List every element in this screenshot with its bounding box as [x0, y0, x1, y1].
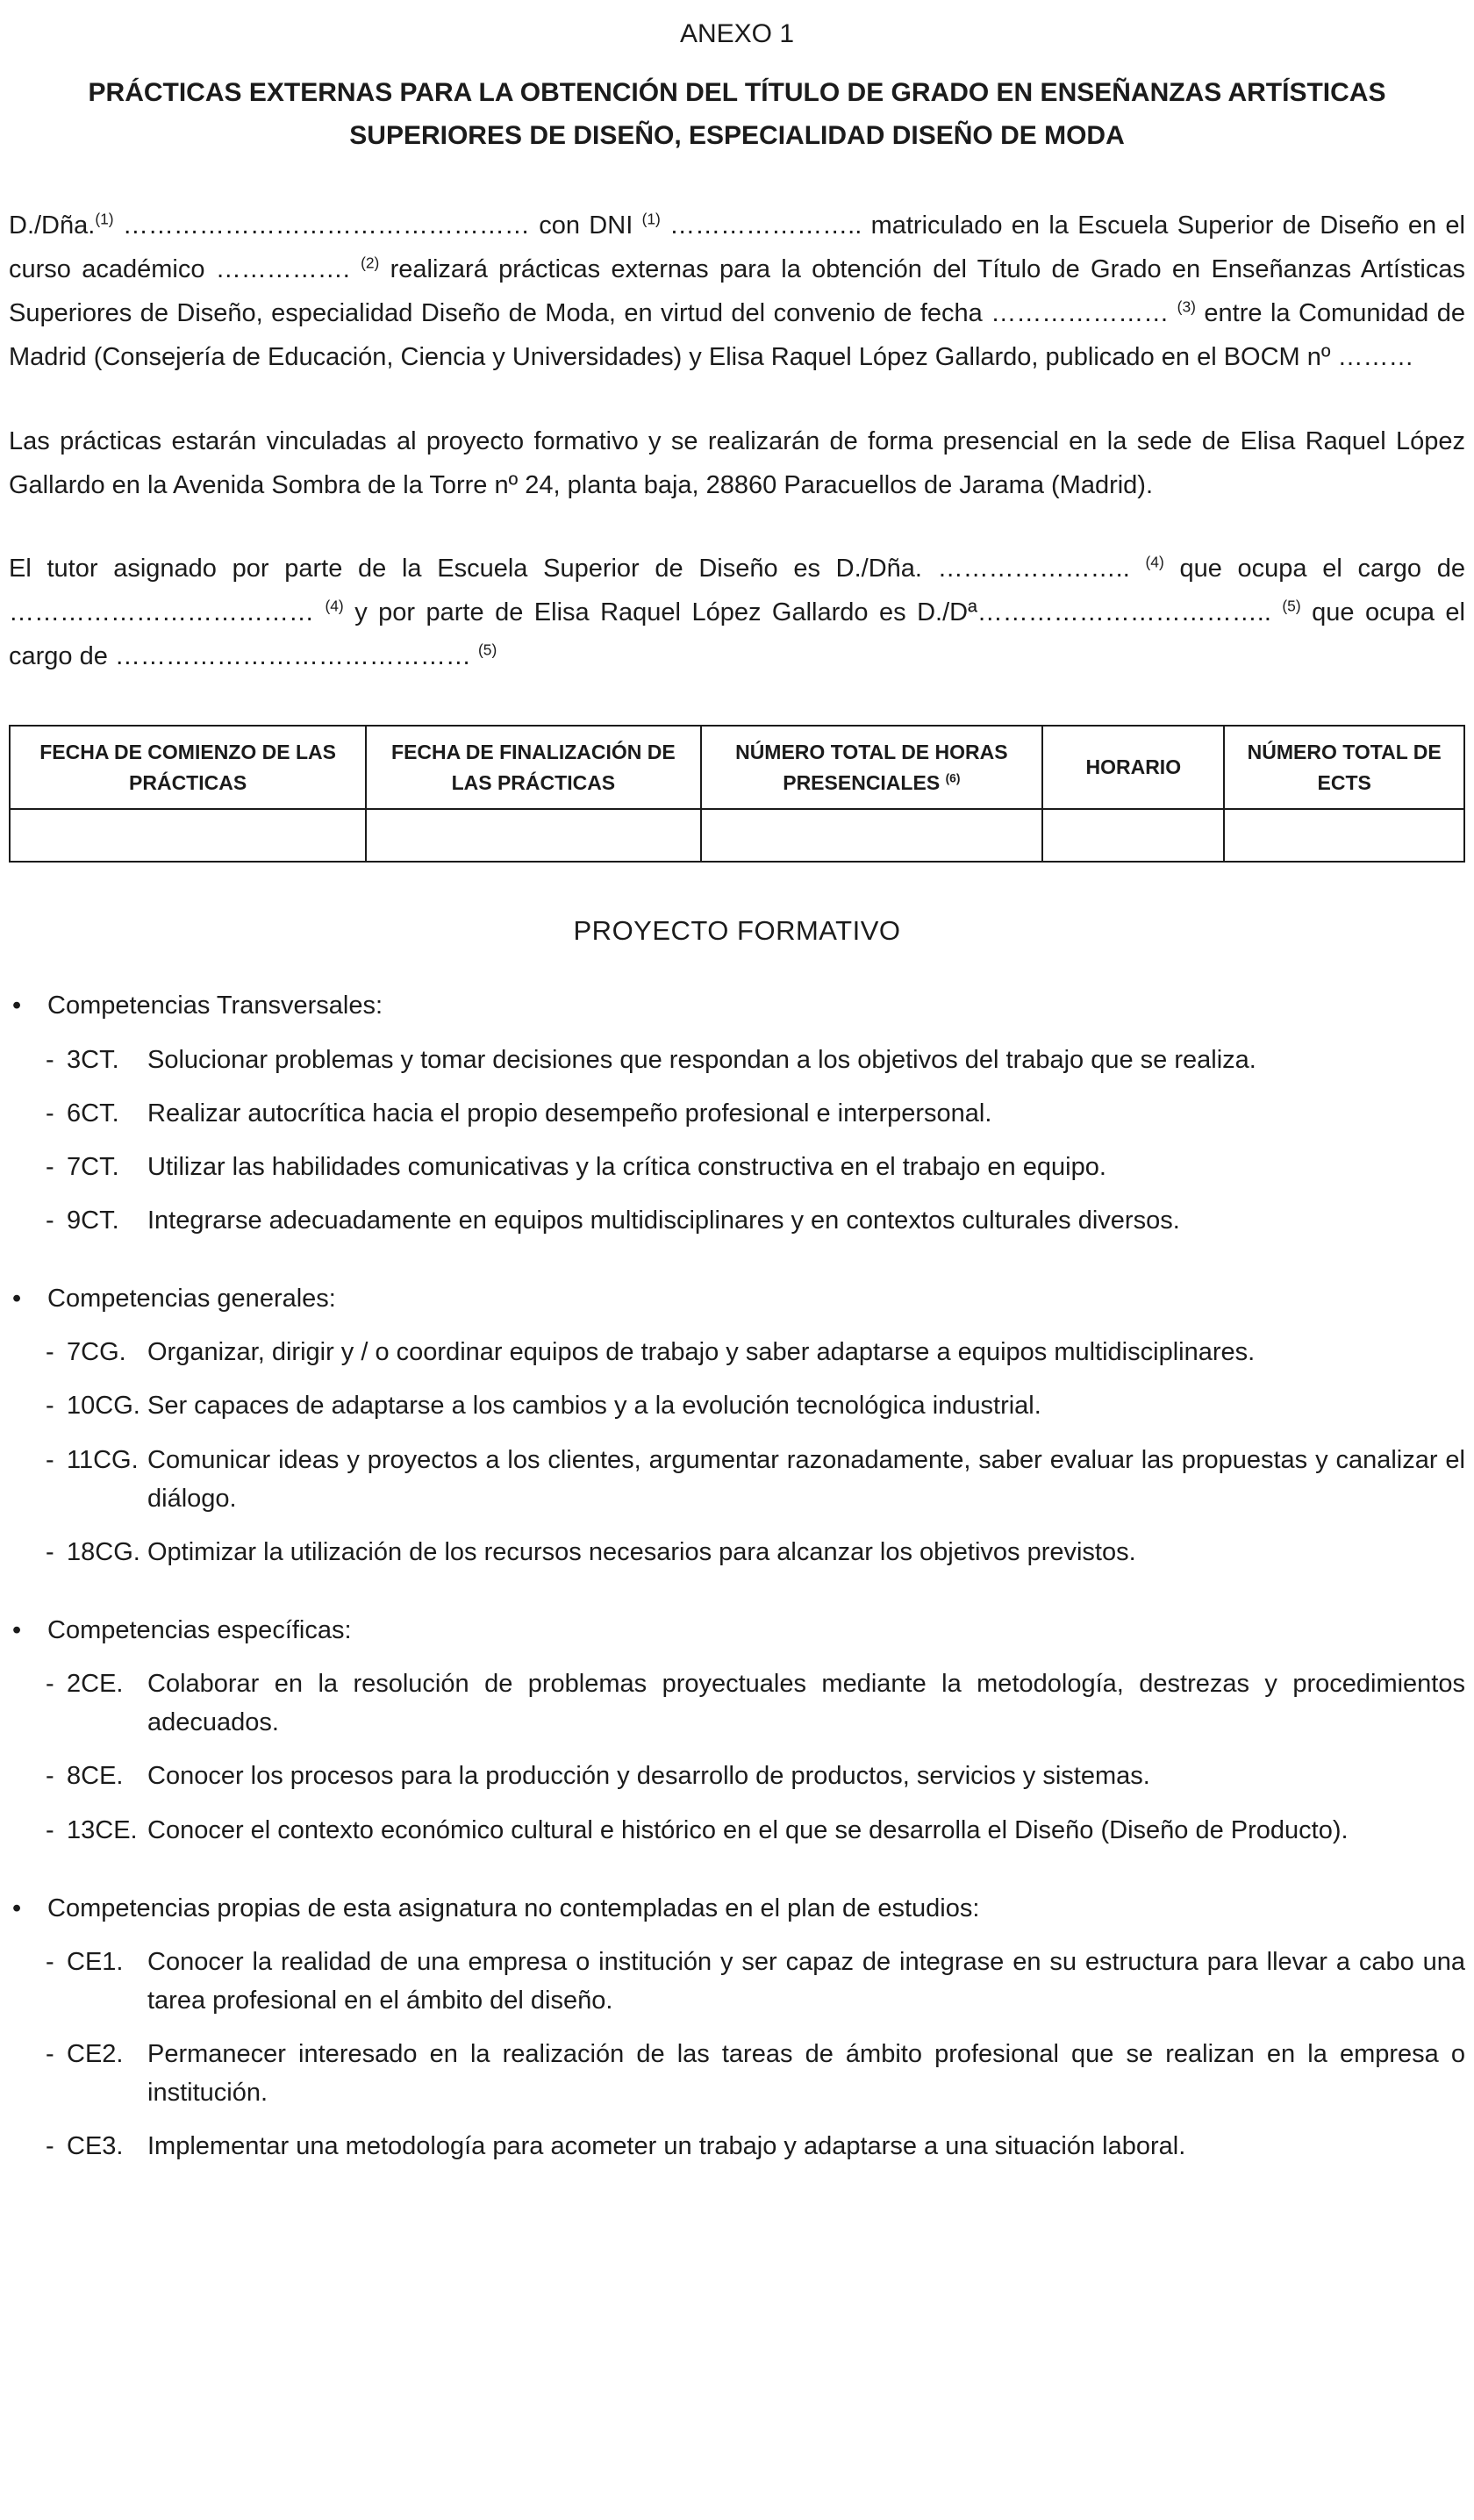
intro-text: ………………….. matriculado en la Escuela Superior de Diseño en el curso académico ……………. [9, 211, 1465, 284]
footnote-ref-6: (6) [945, 770, 961, 784]
competency-description: Optimizar la utilización de los recursos necesarios para alcanzar los objetivos previstos. [147, 1537, 1136, 1566]
table-cell-total-hours [701, 809, 1043, 862]
tutor-paragraph [9, 548, 1465, 679]
competency-description: Solucionar problemas y tomar decisiones que respondan a los objetivos del trabajo que se realiza. [147, 1045, 1256, 1074]
practice-details-table [9, 725, 1465, 863]
competency-group-label: Competencias generales: [47, 1284, 336, 1313]
footnote-ref-5: (5) [477, 641, 497, 659]
competency-item [46, 1386, 1465, 1425]
dash-icon: - [46, 2040, 54, 2069]
competency-code: 10CG. [67, 1392, 140, 1421]
footnote-ref-3: (3) [1177, 297, 1196, 316]
table-header-start-date: FECHA DE COMIENZO DE LAS PRÁCTICAS [10, 726, 366, 809]
table-cell-start-date [10, 809, 366, 862]
bullet-icon: • [12, 1894, 22, 1922]
section-title-proyecto-formativo: PROYECTO FORMATIVO [573, 915, 901, 947]
dash-icon: - [46, 1815, 54, 1844]
competency-item [46, 1664, 1465, 1742]
competency-description: Conocer los procesos para la producción y desarrollo de productos, servicios y sistemas. [147, 1762, 1150, 1791]
dash-icon: - [46, 1152, 54, 1181]
dash-icon: - [46, 1948, 54, 1977]
dash-icon: - [46, 1338, 54, 1367]
competency-item [46, 1441, 1465, 1518]
document-heading: PRÁCTICAS EXTERNAS PARA LA OBTENCIÓN DEL TÍTULO DE GRADO EN ENSEÑANZAS ARTÍSTICAS SUPERIORES DE DISEÑO, ESPECIALIDAD DISEÑO DE MODA [88, 78, 1386, 150]
footnote-ref-1: (1) [95, 210, 114, 228]
competency-item [46, 1811, 1465, 1850]
intro-text: realizará prácticas externas para la obtención del Título de Grado en Enseñanzas Artísticas Superiores de Diseño, especialidad Diseño de Moda, en virtud del convenio de fecha ………………… [9, 255, 1465, 327]
bullet-icon: • [12, 992, 22, 1020]
competency-code: 6CT. [67, 1099, 119, 1128]
competency-group-label: Competencias propias de esta asignatura no contempladas en el plan de estudios: [47, 1894, 980, 1922]
competency-description: Conocer la realidad de una empresa o institución y ser capaz de integrase en su estructura para llevar a cabo una tarea profesional en el ámbito del diseño. [147, 1948, 1465, 2015]
competency-code: 8CE. [67, 1762, 124, 1791]
competency-item [46, 2127, 1465, 2166]
table-cell-total-ects [1224, 809, 1464, 862]
table-header-total-ects: NÚMERO TOTAL DE ECTS [1224, 726, 1464, 809]
tutor-text: y por parte de Elisa Raquel López Gallardo es D./Dª…………………………….. [343, 598, 1283, 627]
bullet-icon: • [12, 1615, 22, 1644]
competency-code: 13CE. [67, 1815, 138, 1844]
table-header-total-hours-text: NÚMERO TOTAL DE HORAS PRESENCIALES [735, 741, 1008, 794]
dash-icon: - [46, 2132, 54, 2161]
competency-item [46, 1201, 1465, 1240]
dash-icon: - [46, 1045, 54, 1074]
table-header-row [10, 726, 1464, 809]
competency-code: 2CE. [67, 1670, 124, 1699]
competency-group-label: Competencias Transversales: [47, 992, 383, 1020]
table-header-total-hours [701, 726, 1043, 809]
competency-code: 3CT. [67, 1045, 119, 1074]
competency-item [46, 1533, 1465, 1571]
competency-description: Comunicar ideas y proyectos a los clientes, argumentar razonadamente, saber evaluar las propuestas y canalizar el diálogo. [147, 1445, 1465, 1513]
competency-code: 18CG. [67, 1537, 140, 1566]
competency-group-header [9, 1280, 1465, 1319]
competency-description: Realizar autocrítica hacia el propio desempeño profesional e interpersonal. [147, 1099, 992, 1128]
tutor-text: que ocupa el cargo de ……………………………… [9, 555, 1465, 627]
competency-description: Integrarse adecuadamente en equipos multidisciplinares y en contextos culturales diversos. [147, 1206, 1180, 1235]
competency-code: 9CT. [67, 1206, 119, 1235]
competency-code: CE1. [67, 1948, 124, 1977]
table-cell-end-date [366, 809, 700, 862]
competency-description: Implementar una metodología para acometer un trabajo y adaptarse a una situación laboral. [147, 2132, 1186, 2161]
competency-group-generales [9, 1280, 1465, 1571]
competency-group-transversales [9, 987, 1465, 1240]
competency-item [46, 1148, 1465, 1186]
intro-text: entre la Comunidad de Madrid (Consejería de Educación, Ciencia y Universidades) y Elisa Raquel López Gallardo, publicado en el BOCM nº ……… [9, 298, 1465, 371]
dash-icon: - [46, 1392, 54, 1421]
intro-paragraph [9, 204, 1465, 380]
competency-group-especificas [9, 1612, 1465, 1850]
competency-code: CE3. [67, 2132, 124, 2161]
competency-item [46, 1094, 1465, 1133]
table-header-end-date: FECHA DE FINALIZACIÓN DE LAS PRÁCTICAS [366, 726, 700, 809]
competency-code: CE2. [67, 2040, 124, 2069]
competency-group-header [9, 987, 1465, 1026]
table-body [10, 809, 1464, 862]
dash-icon: - [46, 1670, 54, 1699]
tutor-text: El tutor asignado por parte de la Escuela Superior de Diseño es D./Dña. ………………….. [9, 555, 1146, 583]
competency-group-label: Competencias específicas: [47, 1615, 352, 1644]
footnote-ref-5: (5) [1282, 597, 1301, 615]
competency-item [46, 1041, 1465, 1079]
dash-icon: - [46, 1206, 54, 1235]
footnote-ref-4: (4) [325, 597, 344, 615]
competency-description: Utilizar las habilidades comunicativas y la crítica constructiva en el trabajo en equipo. [147, 1152, 1106, 1181]
intro-text: D./Dña. [9, 211, 96, 240]
intro-text: ………………………………………… con DNI [113, 211, 642, 240]
table-cell-schedule [1042, 809, 1224, 862]
footnote-ref-2: (2) [361, 254, 380, 272]
dash-icon: - [46, 1762, 54, 1791]
annex-title: ANEXO 1 [679, 19, 795, 48]
competency-group-header [9, 1612, 1465, 1650]
competency-description: Conocer el contexto económico cultural e histórico en el que se desarrolla el Diseño (Diseño de Producto). [147, 1815, 1349, 1844]
competency-description: Ser capaces de adaptarse a los cambios y a la evolución tecnológica industrial. [147, 1392, 1041, 1421]
table-header-row [10, 726, 1464, 809]
dash-icon: - [46, 1099, 54, 1128]
competency-description: Organizar, dirigir y / o coordinar equipos de trabajo y saber adaptarse a equipos multidisciplinares. [147, 1338, 1256, 1367]
tutor-text: que ocupa el cargo de …………………………………… [9, 598, 1465, 671]
competency-group-propias [9, 1890, 1465, 2166]
competency-code: 7CG. [67, 1338, 126, 1367]
competency-item [46, 1333, 1465, 1371]
table-row [10, 809, 1464, 862]
bullet-icon: • [12, 1284, 22, 1313]
competency-code: 7CT. [67, 1152, 119, 1181]
competency-group-header [9, 1890, 1465, 1929]
footnote-ref-1: (1) [641, 210, 661, 228]
competency-item [46, 1943, 1465, 2020]
competency-item [46, 1757, 1465, 1795]
competency-description: Permanecer interesado en la realización de las tareas de ámbito profesional que se realizan en la empresa o institución. [147, 2040, 1465, 2108]
competency-code: 11CG. [67, 1445, 139, 1474]
competency-item [46, 2035, 1465, 2112]
dash-icon: - [46, 1445, 54, 1474]
competency-description: Colaborar en la resolución de problemas proyectuales mediante la metodología, destrezas y procedimientos adecuados. [147, 1670, 1465, 1737]
footnote-ref-4: (4) [1145, 553, 1164, 571]
location-paragraph: Las prácticas estarán vinculadas al proyecto formativo y se realizarán de forma presencial en la sede de Elisa Raquel López Gallardo en la Avenida Sombra de la Torre nº 24, planta baja, 28860 Paracuellos de Jarama (Madrid). [9, 426, 1465, 499]
dash-icon: - [46, 1537, 54, 1566]
table-header-schedule: HORARIO [1042, 726, 1224, 809]
